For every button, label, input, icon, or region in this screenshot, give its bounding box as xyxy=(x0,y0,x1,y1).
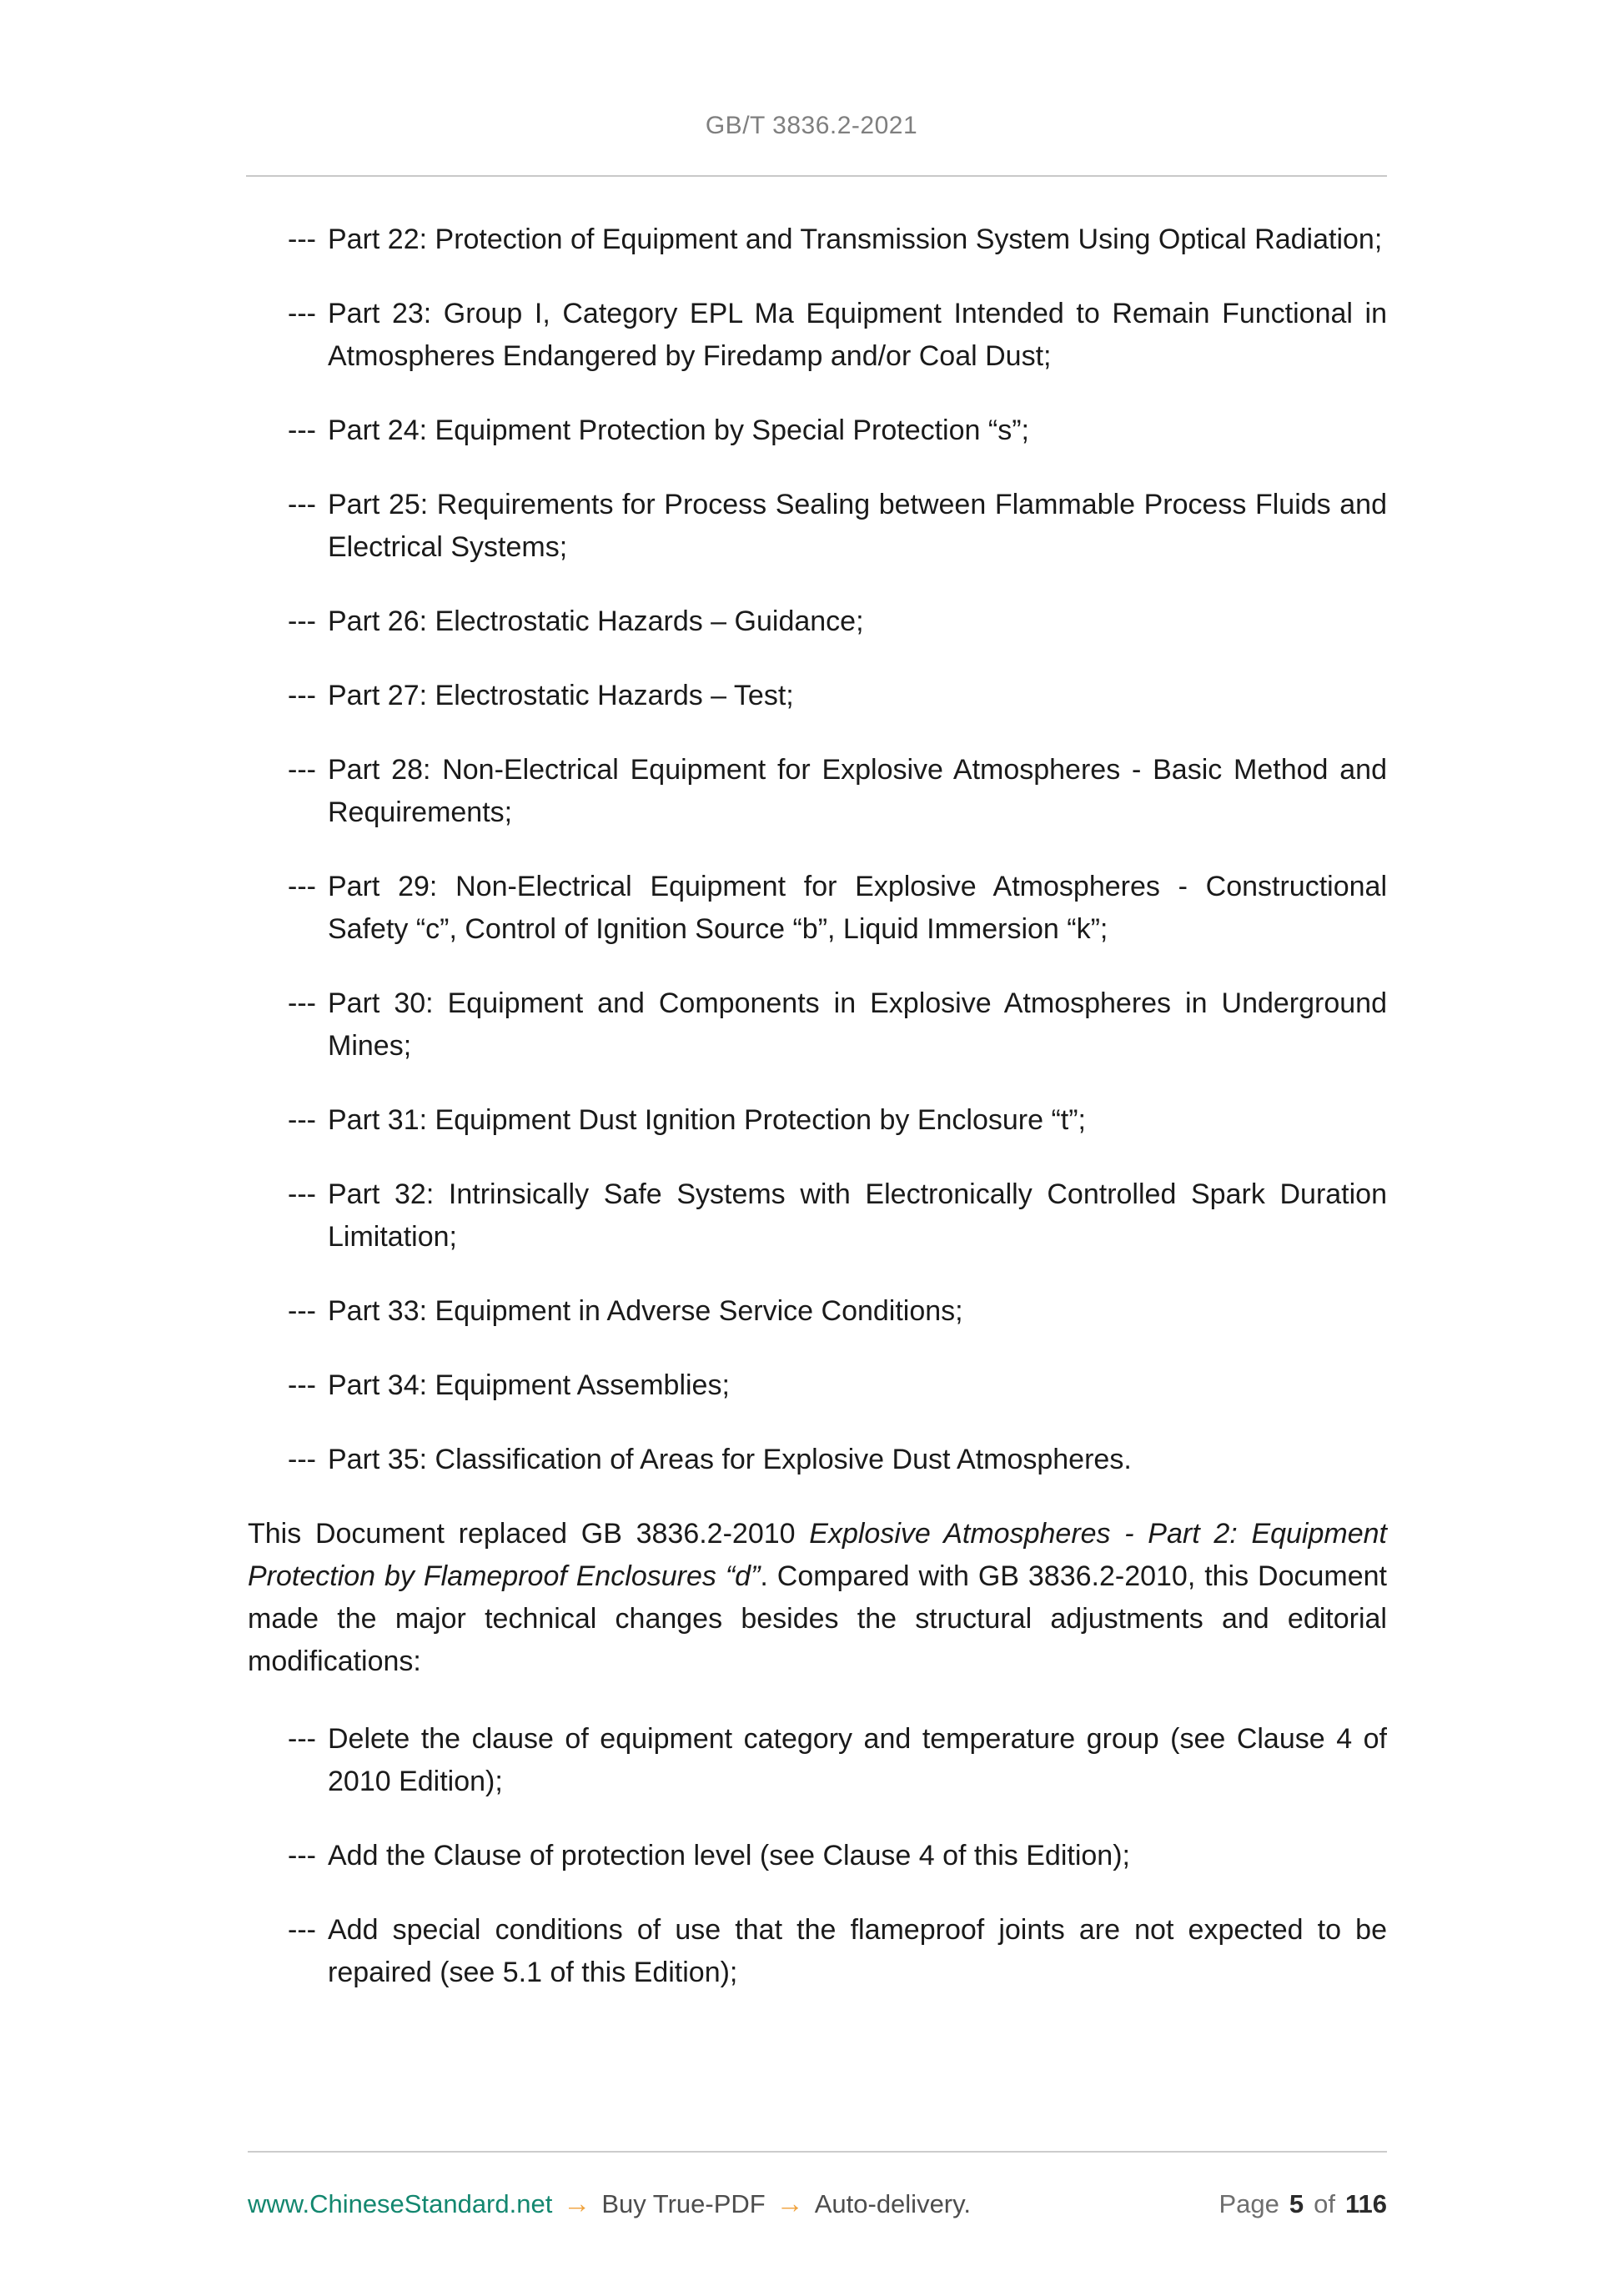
list-item-text: Add special conditions of use that the flameproof joints are not expected to be repaired (see 5.1 of this Edition); xyxy=(328,1914,1387,1988)
dash-prefix: --- xyxy=(288,987,316,1019)
list-item-text: Delete the clause of equipment category and temperature group (see Clause 4 of 2010 Edition); xyxy=(328,1723,1387,1797)
document-header-title: GB/T 3836.2-2021 xyxy=(705,112,918,139)
list-item xyxy=(248,1173,1387,1259)
paragraph-text-before: This Document replaced GB 3836.2-2010 xyxy=(248,1518,810,1550)
of-label: of xyxy=(1314,2189,1335,2218)
parts-list xyxy=(248,219,1387,1481)
dash-prefix: --- xyxy=(288,1104,316,1136)
dash-prefix: --- xyxy=(288,680,316,711)
list-item xyxy=(248,600,1387,643)
document-content xyxy=(248,219,1387,2026)
dash-prefix: --- xyxy=(288,871,316,902)
paragraph-italic-title: Explosive Atmospheres - Part 2: Equipment Protection by Flameproof Enclosures “d” xyxy=(248,1518,1387,1592)
list-item-text: Part 27: Electrostatic Hazards – Test; xyxy=(328,680,794,711)
dash-prefix: --- xyxy=(288,1723,316,1755)
page-footer xyxy=(248,2151,1387,2219)
dash-prefix: --- xyxy=(288,1178,316,1210)
list-item-text: Part 31: Equipment Dust Ignition Protection by Enclosure “t”; xyxy=(328,1104,1087,1136)
dash-prefix: --- xyxy=(288,1914,316,1946)
dash-prefix: --- xyxy=(288,605,316,637)
list-item xyxy=(248,1290,1387,1333)
dash-prefix: --- xyxy=(288,1444,316,1475)
dash-prefix: --- xyxy=(288,489,316,520)
list-item-text: Part 23: Group I, Category EPL Ma Equipment Intended to Remain Functional in Atmospheres Endangered by Firedamp and/or Coal Dust; xyxy=(328,298,1387,372)
total-page-number: 116 xyxy=(1344,2189,1387,2218)
paragraph-text-after: . Compared with GB 3836.2-2010, this Document made the major technical changes besides the structural adjustments and editorial modifications: xyxy=(248,1560,1387,1677)
list-item xyxy=(248,1718,1387,1803)
list-item xyxy=(248,1364,1387,1407)
changes-list xyxy=(248,1718,1387,1994)
page-indicator xyxy=(1219,2189,1387,2219)
list-item-text: Part 29: Non-Electrical Equipment for Explosive Atmospheres - Constructional Safety “c”, Control of Ignition Source “b”, Liquid Immersion “k”; xyxy=(328,871,1387,945)
list-item xyxy=(248,1099,1387,1142)
list-item-text: Part 26: Electrostatic Hazards – Guidance; xyxy=(328,605,864,637)
list-item xyxy=(248,982,1387,1068)
dash-prefix: --- xyxy=(288,1295,316,1327)
website-link[interactable]: www.ChineseStandard.net xyxy=(248,2189,553,2218)
header-divider xyxy=(246,175,1387,177)
dash-prefix: --- xyxy=(288,414,316,446)
list-item xyxy=(248,1835,1387,1877)
replacement-paragraph xyxy=(248,1513,1387,1683)
current-page-number: 5 xyxy=(1289,2189,1304,2218)
list-item-text: Part 35: Classification of Areas for Explosive Dust Atmospheres. xyxy=(328,1444,1132,1475)
arrow-icon: → xyxy=(563,2188,591,2218)
list-item xyxy=(248,409,1387,452)
auto-delivery-label: Auto-delivery. xyxy=(814,2189,971,2218)
list-item-text: Part 22: Protection of Equipment and Transmission System Using Optical Radiation; xyxy=(328,224,1383,255)
list-item-text: Part 30: Equipment and Components in Explosive Atmospheres in Underground Mines; xyxy=(328,987,1387,1062)
list-item-text: Add the Clause of protection level (see Clause 4 of this Edition); xyxy=(328,1840,1130,1871)
arrow-icon: → xyxy=(776,2188,804,2218)
list-item xyxy=(248,1439,1387,1481)
list-item-text: Part 25: Requirements for Process Sealing between Flammable Process Fluids and Electrical Systems; xyxy=(328,489,1387,563)
list-item xyxy=(248,484,1387,569)
list-item-text: Part 28: Non-Electrical Equipment for Explosive Atmospheres - Basic Method and Requirements; xyxy=(328,754,1387,828)
list-item-text: Part 32: Intrinsically Safe Systems with Electronically Controlled Spark Duration Limitation; xyxy=(328,1178,1387,1253)
list-item-text: Part 34: Equipment Assemblies; xyxy=(328,1369,730,1401)
list-item xyxy=(248,866,1387,951)
list-item xyxy=(248,219,1387,261)
list-item-text: Part 24: Equipment Protection by Special Protection “s”; xyxy=(328,414,1029,446)
list-item-text: Part 33: Equipment in Adverse Service Conditions; xyxy=(328,1295,963,1327)
dash-prefix: --- xyxy=(288,298,316,329)
dash-prefix: --- xyxy=(288,1840,316,1871)
list-item xyxy=(248,749,1387,834)
list-item xyxy=(248,675,1387,717)
page-label: Page xyxy=(1219,2189,1279,2218)
dash-prefix: --- xyxy=(288,224,316,255)
list-item xyxy=(248,1909,1387,1994)
dash-prefix: --- xyxy=(288,1369,316,1401)
footer-links xyxy=(248,2188,971,2219)
list-item xyxy=(248,293,1387,378)
dash-prefix: --- xyxy=(288,754,316,786)
buy-true-pdf-label: Buy True-PDF xyxy=(601,2189,766,2218)
